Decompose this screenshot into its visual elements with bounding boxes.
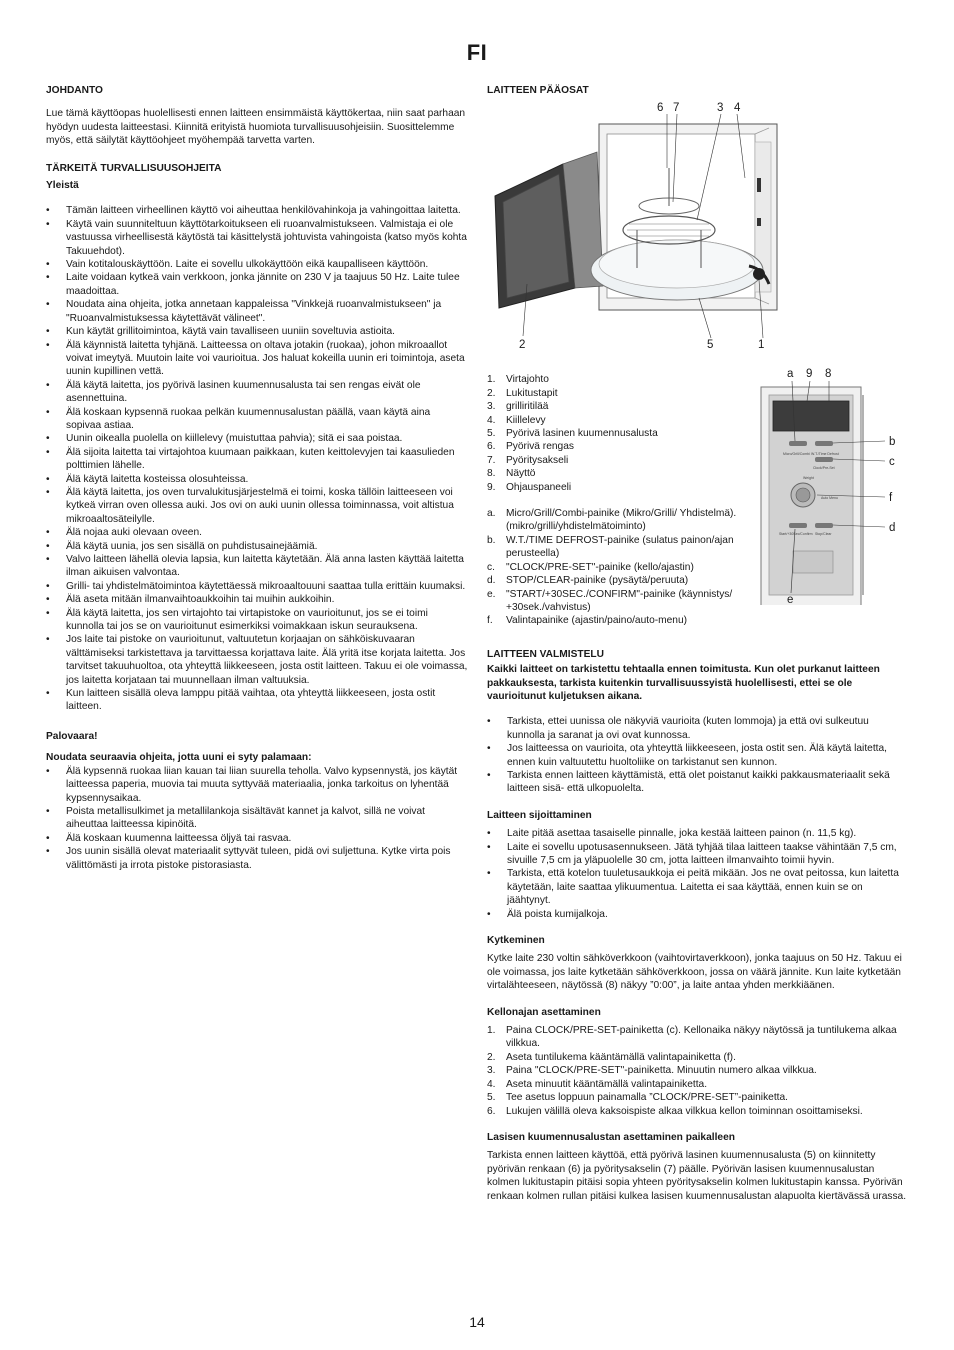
fire-list-item: • Älä koskaan kuumenna laitteessa öljyä tai rasvaa.	[46, 832, 468, 845]
general-list-item: • Älä käytä laitetta, jos oven turvalukitusjärjestelmä ei toimi, koska tällöin laitteeseen voi kytkeä virran oven ollessa auki. Jos ovi on auki uunin ollessa toiminnassa, voit altistua mikroaaltosäteilylle.	[46, 486, 468, 526]
panel-label-9: 9	[806, 368, 813, 381]
general-list-item: • Grilli- tai yhdistelmätoimintoa käytettäessä mikroaaltouuni saattaa tulla erittäin kuumaksi.	[46, 580, 468, 593]
control-item	[487, 588, 757, 615]
general-list-item: • Tämän laitteen virheellinen käyttö voi aiheuttaa henkilövahinkoja ja vahingoittaa laitetta.	[46, 204, 468, 217]
part-item-text: Kiillelevy	[506, 414, 546, 426]
panel-button-text-b: W.T./Time Defrost	[811, 452, 839, 457]
prep-list	[487, 715, 907, 795]
clock-step	[487, 1024, 907, 1051]
oven-label-7: 7	[673, 102, 680, 114]
part-item-number: 7.	[487, 454, 496, 466]
control-item	[487, 507, 757, 534]
prep-list-item: • Tarkista, ettei uunissa ole näkyviä vaurioita (kuten lommoja) ja että ovi sulkeutuu kunnolla ja saranat ja ovi ovat kunnossa.	[487, 715, 907, 742]
control-item-text: STOP/CLEAR-painike (pysäytä/peruuta)	[506, 575, 689, 587]
clock-step-text: Tee asetus loppuun painamalla ”CLOCK/PRE-SET”-painiketta.	[506, 1092, 788, 1104]
general-list-item: • Älä koskaan kypsennä ruokaa pelkän kuumennusalustan päällä, vaan käytä aina sopivaa astiaa.	[46, 406, 468, 433]
prep-heading: LAITTEEN VALMISTELU	[487, 648, 604, 660]
general-list-item: • Jos laite tai pistoke on vaurioitunut, valtuutetun korjaajan on sähköiskuvaaran välttämiseksi tarkistettava ja tarvittaessa korjattava laite. Älä yritä itse korjata laitetta. Jos tarvitset takuuhuoltoa, ota yhteyttä liikkeeseen, josta ostit laitteen. Takuu ei ole voimassa, jos laitetta korjataan tai muunnellaan ilman valtuuksia.	[46, 633, 468, 687]
intro-paragraph: Lue tämä käyttöopas huolellisesti ennen laitteen ensimmäistä käyttökertaa, niin saat parhaan hyödyn uudesta laitteestasi. Kiinnitä erityistä huomiota turvallisuusohjeisiin. Suosittelemme myös, että säilytät käyttöohjeet myöhempää tarvetta varten.	[46, 108, 466, 147]
control-item-number: e.	[487, 588, 496, 600]
placement-list	[487, 827, 907, 921]
oven-label-6: 6	[657, 102, 664, 114]
control-item-text: "CLOCK/PRE-SET"-painike (kello/ajastin)	[506, 561, 694, 573]
part-item-text: Lukitustapit	[506, 387, 558, 399]
panel-button-text-c: Clock/Pre-Set	[813, 466, 835, 471]
part-item-text: Ohjauspaneeli	[506, 481, 572, 493]
general-heading: Yleistä	[46, 180, 79, 192]
part-item-number: 3.	[487, 401, 496, 413]
general-list-item: • Käytä vain suunniteltuun käyttötarkoitukseen eli ruoanvalmistukseen. Valmistaja ei ole vastuussa virheellisestä käytöstä tai käsittelystä johtuvista vahingoista (katso myös kohta Takuuehdot).	[46, 218, 468, 258]
general-list-item: • Älä käytä laitetta kosteissa olosuhteissa.	[46, 473, 468, 486]
right-column	[487, 84, 907, 1216]
panel-label-b: b	[889, 436, 896, 449]
part-item-text: Virtajohto	[506, 374, 549, 386]
general-list-item: • Älä aseta mitään ilmanvaihtoaukkoihin tai muihin aukkoihin.	[46, 593, 468, 606]
parts-list	[487, 373, 757, 627]
general-list-item: • Älä käynnistä laitetta tyhjänä. Laitteessa on oltava jotakin (ruokaa), johon mikroaallot voivat imeytyä. Muutoin laite voi vaurioitua. Jos haluat kokeilla uunin eri toimintoja, aseta uunin kupillinen vettä.	[46, 339, 468, 379]
part-item-number: 9.	[487, 481, 496, 493]
general-list-item: • Älä nojaa auki olevaan oveen.	[46, 526, 468, 539]
general-list-item: • Kun käytät grillitoimintoa, käytä vain tavalliseen uuniin soveltuvia astioita.	[46, 325, 468, 338]
clock-step-number: 2.	[487, 1051, 496, 1063]
general-list-item: • Laite voidaan kytkeä vain verkkoon, jonka jännite on 230 V ja taajuus 50 Hz. Laite tulee maadoittaa.	[46, 271, 468, 298]
placement-list-item: • Älä poista kumijalkoja.	[487, 908, 907, 921]
clock-step	[487, 1078, 907, 1091]
oven-label-3: 3	[717, 102, 724, 114]
general-list-item: • Noudata aina ohjeita, jotka annetaan kappaleissa "Vinkkejä ruoanvalmistukseen" ja "Ruoanvalmistuksessa käytettävät välineet".	[46, 298, 468, 325]
control-item-text: W.T./TIME DEFROST-painike (sulatus painon/ajan perusteella)	[506, 534, 734, 560]
general-list-item: • Vain kotitalouskäyttöön. Laite ei sovellu ulkokäyttöön eikä kaupalliseen käyttöön.	[46, 258, 468, 271]
general-list-item: • Älä käytä laitetta, jos pyörivä lasinen kuumennusalusta tai sen rengas eivät ole asennettuina.	[46, 379, 468, 406]
intro-heading: JOHDANTO	[46, 85, 103, 96]
part-item	[487, 414, 757, 427]
oven-label-2: 2	[519, 339, 526, 348]
clock-heading: Kellonajan asettaminen	[487, 1006, 601, 1018]
clock-step-number: 3.	[487, 1065, 496, 1077]
part-item-text: Pyöritysakseli	[506, 454, 569, 466]
general-list-item: • Valvo laitteen lähellä olevia lapsia, kun laitetta käytetään. Älä anna lasten käyttää laitetta ilman aikuisen valvontaa.	[46, 553, 468, 580]
panel-label-e: e	[787, 594, 794, 606]
panel-label-8: 8	[825, 368, 832, 381]
part-item-text: Pyörivä lasinen kuumennusalusta	[506, 428, 658, 440]
control-item-number: b.	[487, 534, 496, 546]
fire-subheading: Noudata seuraavia ohjeita, jotta uuni ei syty palamaan:	[46, 752, 312, 764]
part-item-number: 4.	[487, 414, 496, 426]
part-item-text: Pyörivä rengas	[506, 441, 574, 453]
clock-step-number: 4.	[487, 1078, 496, 1090]
clock-step-text: Paina "CLOCK/PRE-SET"-painiketta. Minuutin numero alkaa vilkkua.	[506, 1065, 817, 1077]
clock-step	[487, 1091, 907, 1104]
part-item	[487, 373, 757, 386]
control-item	[487, 614, 757, 627]
control-item-text: Micro/Grill/Combi-painike (Mikro/Grilli/ Yhdistelmä). (mikro/grilli/yhdistelmätoiminto)	[506, 508, 737, 533]
safety-heading: TÄRKEITÄ TURVALLISUUSOHJEITA	[46, 162, 222, 174]
control-item	[487, 561, 757, 574]
clock-step	[487, 1105, 907, 1118]
panel-label-d: d	[889, 522, 896, 535]
connect-paragraph: Kytke laite 230 voltin sähköverkkoon (vaihtovirtaverkkoon), jonka taajuus on 50 Hz. Takuu ei ole voimassa, jos laite kytketään sähköverkkoon, jossa on väärä jännite. Kun laite kytketään virtalähteeseen, näytössä (8) näkyy ”0:00”, ja laite antaa yhden merkkiäänen.	[487, 953, 902, 992]
part-item-text: grilliritilää	[506, 401, 549, 413]
control-item-number: c.	[487, 561, 495, 573]
part-item	[487, 467, 757, 480]
fire-list-item: • Poista metallisulkimet ja metallilankoja sisältävät kannet ja kalvot, sillä ne voivat aiheuttaa laitteessa kipinöitä.	[46, 805, 468, 832]
general-list	[46, 204, 468, 713]
placement-list-item: • Tarkista, että kotelon tuuletusaukkoja ei peitä mikään. Jos ne ovat peitossa, kun laitetta käytetään, laite saattaa ylikuumentua. Laitetta ei saa käyttää, ennen kuin se on jäähtynyt.	[487, 867, 907, 907]
clock-step-number: 6.	[487, 1105, 496, 1117]
part-item-number: 1.	[487, 374, 496, 386]
panel-button-text-weight: Weight	[803, 476, 814, 481]
part-item-number: 6.	[487, 441, 496, 453]
parts-numbered-list	[487, 373, 757, 494]
part-item-number: 2.	[487, 387, 496, 399]
control-item-number: d.	[487, 575, 496, 587]
parts-heading: LAITTEEN PÄÄOSAT	[487, 85, 589, 96]
placement-heading: Laitteen sijoittaminen	[487, 809, 592, 821]
clock-step	[487, 1051, 907, 1064]
part-item-text: Näyttö	[506, 468, 536, 480]
page-number: 14	[469, 1314, 485, 1330]
clock-step-text: Aseta tuntilukema kääntämällä valintapainiketta (f).	[506, 1051, 736, 1063]
clock-step-text: Aseta minuutit kääntämällä valintapainiketta.	[506, 1078, 708, 1090]
glass-heading: Lasisen kuumennusalustan asettaminen paikalleen	[487, 1131, 735, 1143]
part-item	[487, 400, 757, 413]
parts-section	[487, 368, 907, 627]
panel-label-a: a	[787, 368, 794, 381]
fire-heading: Palovaara!	[46, 730, 98, 742]
left-column	[46, 84, 468, 885]
oven-label-5: 5	[707, 339, 714, 348]
panel-button-text-e: Start/+30Sec/Confirm	[779, 532, 813, 537]
oven-illustration	[487, 98, 787, 348]
general-list-item: • Älä käytä laitetta, jos sen virtajohto tai virtapistoke on vaurioitunut, jos se ei toimi kunnolla tai jos se on vaurioitunut esimerkiksi voimakkaan iskun seurauksena.	[46, 607, 468, 634]
general-list-item: • Kun laitteen sisällä oleva lamppu pitää vaihtaa, ota yhteyttä liikkeeseen, josta ostit laitteen.	[46, 687, 468, 714]
general-list-item: • Uunin oikealla puolella on kiillelevy (muistuttaa pahvia); sitä ei saa poistaa.	[46, 432, 468, 445]
panel-button-text-d: Stop/Clear	[815, 532, 832, 537]
control-item	[487, 534, 757, 561]
part-item	[487, 440, 757, 453]
clock-step-text: Paina CLOCK/PRE-SET-painiketta (c). Kellonaika näkyy näytössä ja tuntilukema alkaa vilkkua.	[506, 1025, 897, 1050]
panel-label-c: c	[889, 456, 895, 469]
placement-list-item: • Laite pitää asettaa tasaiselle pinnalle, joka kestää laitteen painon (n. 11,5 kg).	[487, 827, 907, 840]
general-list-item: • Älä sijoita laitetta tai virtajohtoa kuumaan paikkaan, kuten keittolevyjen tai kaasulieden polttimien lähelle.	[46, 446, 468, 473]
clock-step-text: Lukujen välillä oleva kaksoispiste alkaa vilkkua kellon toiminnan osoittamiseksi.	[506, 1105, 863, 1117]
general-list-item: • Älä käytä uunia, jos sen sisällä on puhdistusainejäämiä.	[46, 540, 468, 553]
prep-list-item: • Jos laitteessa on vaurioita, ota yhteyttä liikkeeseen, josta ostit sen. Älä käytä laitetta, ennen kuin valtuutettu huoltoliike on tarkistanut sen kunnon.	[487, 742, 907, 769]
control-item-number: f.	[487, 615, 493, 627]
control-item-text: Valintapainike (ajastin/paino/auto-menu)	[506, 615, 688, 627]
part-item	[487, 454, 757, 467]
clock-step	[487, 1064, 907, 1077]
part-item-number: 5.	[487, 428, 496, 440]
language-code: FI	[466, 40, 488, 65]
parts-lettered-list	[487, 507, 757, 628]
oven-label-1: 1	[758, 339, 765, 348]
prep-list-item: • Tarkista ennen laitteen käyttämistä, että olet poistanut kaikki pakkausmateriaalit sekä laitteen sisä- että ulkopuolelta.	[487, 769, 907, 796]
fire-list-item: • Älä kypsennä ruokaa liian kauan tai liian suurella teholla. Valvo kypsennystä, jos käytät laitteessa paperia, muovia tai muuta syttyvää materiaalia, jonka tarkoitus on lyhentää kypsennysaikaa.	[46, 765, 468, 805]
placement-list-item: • Laite ei sovellu upotusasennukseen. Jätä tyhjää tilaa laitteen taakse vähintään 7,5 cm, sivuille 7,5 cm ja yläpuolelle 30 cm, jotta laitteen ilmanvaihto toimii hyvin.	[487, 841, 907, 868]
panel-button-text-f: Auto Menu	[821, 496, 838, 501]
control-item-number: a.	[487, 508, 496, 520]
part-item-number: 8.	[487, 468, 496, 480]
control-item-text: "START/+30SEC./CONFIRM"-painike (käynnistys/ +30sek./vahvistus)	[506, 588, 733, 613]
control-panel-illustration	[759, 365, 909, 605]
clock-list	[487, 1024, 907, 1118]
oven-label-4: 4	[734, 102, 741, 114]
panel-button-text-a: Micro/Grill/Combi	[783, 452, 810, 457]
prep-bold-paragraph: Kaikki laitteet on tarkistettu tehtaalla ennen toimitusta. Kun olet purkanut laitteen pakkauksesta, tarkista kuitenkin turvallisuussyistä huolellisesti, ettei se ole vaurioitunut kuljetuksen aikana.	[487, 664, 880, 702]
fire-list	[46, 765, 468, 872]
panel-label-f: f	[889, 492, 893, 505]
control-item	[487, 574, 757, 587]
part-item	[487, 387, 757, 400]
part-item	[487, 427, 757, 440]
glass-paragraph: Tarkista ennen laitteen käyttöä, että pyörivä lasinen kuumennusalusta (5) on kiinnitetty pyörivän renkaan (6) ja pyöritysakselin (7) päälle. Pyörivän lasisen kuumennusalustan kolmen lukitustapin pitäisi sopia yhteen pyöritysakselin kolmen lukitustapin kanssa. Pyörivän renkaan kolmen rullan pitäisi kulkea lasisen kuumennusalustan alapuolta kiertävässä urassa.	[487, 1150, 907, 1202]
part-item	[487, 481, 757, 494]
clock-step-number: 1.	[487, 1025, 496, 1037]
fire-list-item: • Jos uunin sisällä olevat materiaalit syttyvät tuleen, pidä ovi suljettuna. Kytke virta pois välittömästi ja irrota pistoke pistorasiasta.	[46, 845, 468, 872]
clock-step-number: 5.	[487, 1092, 496, 1104]
connect-heading: Kytkeminen	[487, 935, 545, 947]
